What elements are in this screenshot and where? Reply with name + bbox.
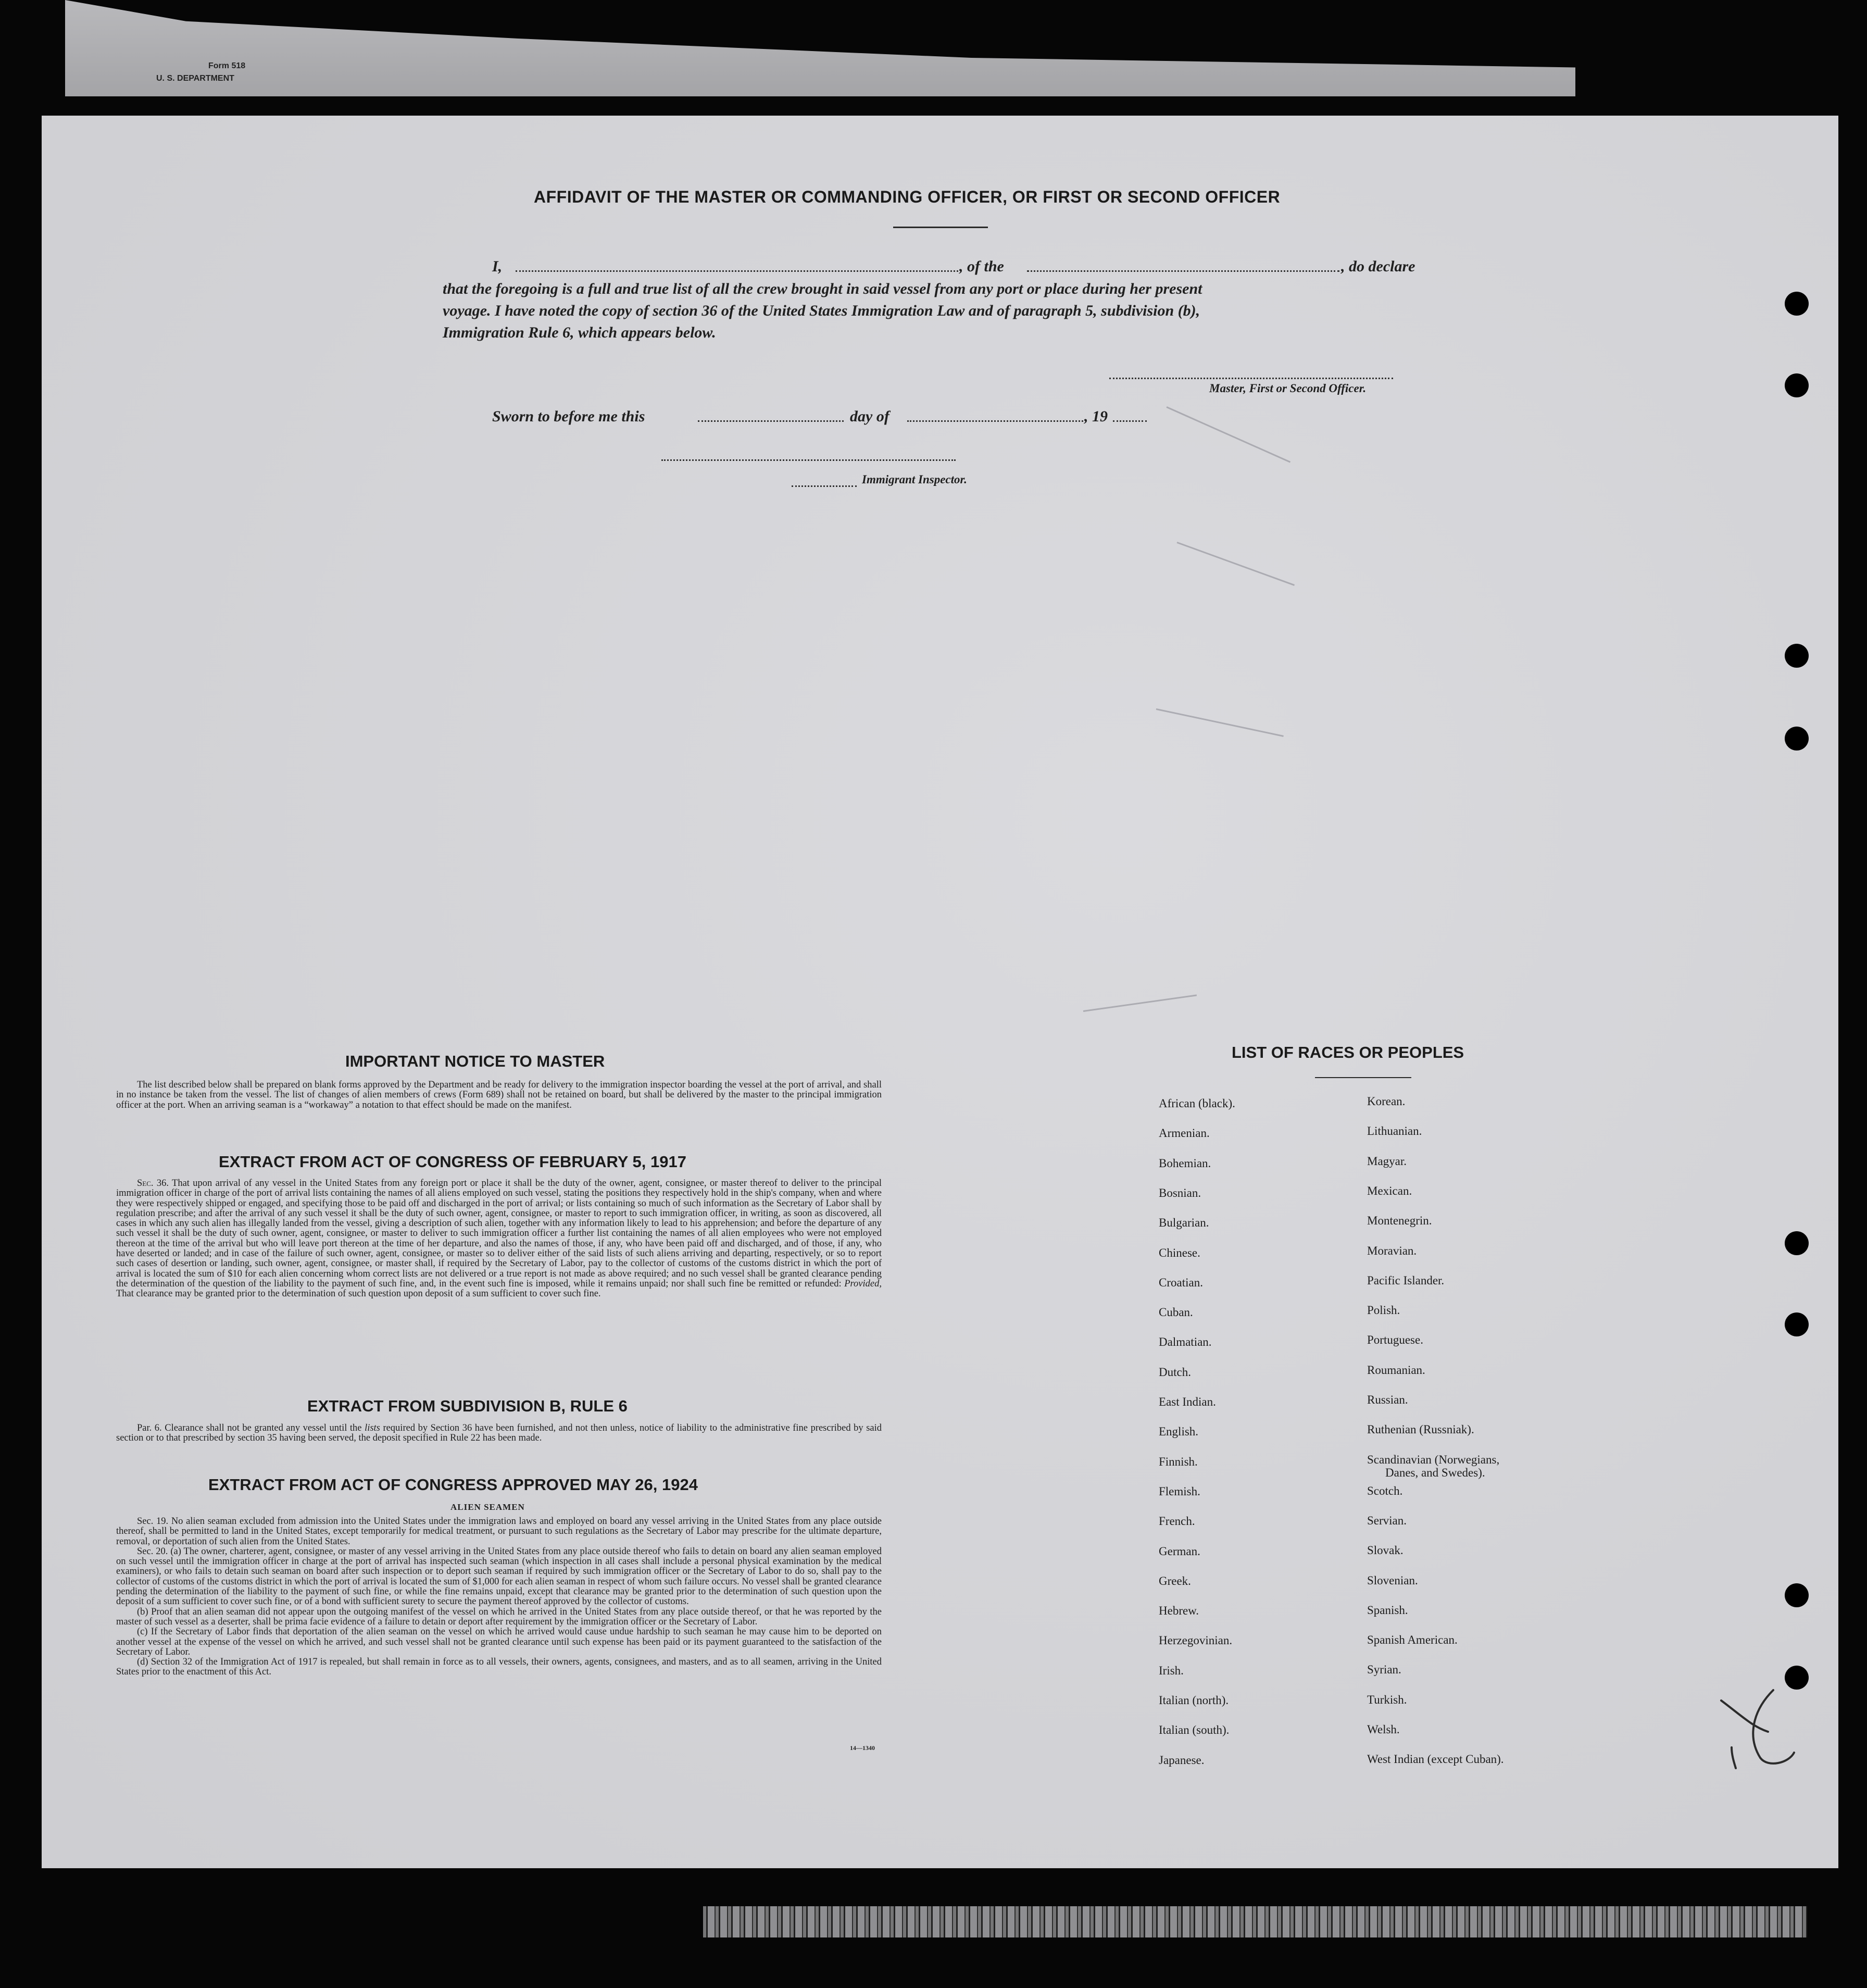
binder-hole: [1785, 727, 1809, 751]
print-code: 14—1340: [850, 1744, 875, 1752]
race-item: Lithuanian.: [1367, 1124, 1422, 1137]
lists-word: lists: [365, 1423, 380, 1433]
sworn-label: Sworn to before me this: [492, 408, 645, 425]
sec-20a-paragraph: Sec. 20. (a) The owner, charterer, agent, consignee, or master of any vessel arriving in the United States from any place outside thereof who fails to detain on board any alien seaman employed on such vessel until the immigration officer in charge at the port of arrival has inspected such seaman (which inspection in all cases shall include a personal physical examination by the medical examiners), or who fails to detain such seaman on board after such inspection or to deport such seaman if required by such immigration officer or the Secretary of Labor to do so, shall pay to the collector of customs of the customs district in which the port of arrival is located the sum of $1,000 for each alien seaman in respect of whom such failure occurs. No vessel shall be granted clearance pending the determination of the liability to the payment of such fine, or while the fine remains unpaid, except that clearance may be granted prior to the determination of such question upon the deposit of a sum sufficient to cover such fine, or of a bond with sufficient surety to secure the payment thereof approved by the collector of customs.: [116, 1546, 882, 1607]
torn-page-stub: [65, 0, 1575, 96]
race-item: Italian (north).: [1159, 1694, 1229, 1707]
race-item: Moravian.: [1367, 1244, 1417, 1257]
race-item: English.: [1159, 1425, 1199, 1438]
rule6-text-b: required by Section 36 have been furnished, and not then unless, notice of liability to the administrative fine prescribed by said section or to that prescribed by section 35 having been served, the deposit specified in Rule 22 has been made.: [116, 1423, 882, 1444]
master-signature-field[interactable]: [1109, 378, 1393, 379]
race-item: Portuguese.: [1367, 1333, 1423, 1346]
notice-paragraph: The list described below shall be prepared on blank forms approved by the Department and be ready for delivery to the immigration inspector boarding the vessel at the port of arrival, and shall in no instance be taken from the vessel. The list of changes of alien members of crews (Form 689) shall not be retained on board, but shall be delivered by the master to the principal immigration officer at the port. When an arriving seaman is a “workaway” a notation to that effect should be made on the manifest.: [116, 1080, 882, 1110]
extract-1917-text-block: [116, 1179, 882, 1299]
race-item: Hebrew.: [1159, 1604, 1199, 1617]
extract-rule6-text-block: [116, 1423, 882, 1444]
race-item: Korean.: [1367, 1095, 1406, 1108]
race-item: Japanese.: [1159, 1754, 1205, 1767]
title-rule: [893, 227, 988, 228]
department-label: U. S. DEPARTMENT: [156, 74, 234, 83]
race-item: Servian.: [1367, 1514, 1407, 1527]
extract-1924-text-block: [116, 1517, 882, 1678]
race-item: Spanish American.: [1367, 1633, 1458, 1646]
sec-20b-paragraph: (b) Proof that an alien seaman did not appear upon the outgoing manifest of the vessel on which he arrived in the United States from any place outside thereof, or that he was reported by the master of such vessel as a deserter, shall be prima facie evidence of a failure to detain or deport after requirement by the immigration officer or the Secretary of Labor.: [116, 1606, 882, 1627]
race-item: Welsh.: [1367, 1723, 1400, 1736]
day-field[interactable]: [698, 420, 844, 422]
race-item: Polish.: [1367, 1304, 1400, 1317]
extract-1924-title: EXTRACT FROM ACT OF CONGRESS APPROVED MAY 26, 1924: [208, 1476, 698, 1494]
master-signature-label: Master, First or Second Officer.: [1209, 382, 1367, 395]
races-title-rule: [1315, 1077, 1411, 1078]
binder-hole: [1785, 292, 1809, 316]
binder-hole: [1785, 1231, 1809, 1255]
race-item: Greek.: [1159, 1574, 1191, 1587]
binder-hole: [1785, 1583, 1809, 1607]
extract-1917-title: EXTRACT FROM ACT OF CONGRESS OF FEBRUARY 5, 1917: [219, 1153, 686, 1171]
notice-text-block: [116, 1080, 882, 1110]
affidavit-line-3: voyage. I have noted the copy of section 36 of the United States Immigration Law and of paragraph 5, subdivision (b),: [443, 302, 1200, 319]
race-item: Pacific Islander.: [1367, 1274, 1445, 1287]
race-item: Scandinavian (Norwegians,: [1367, 1453, 1500, 1466]
affidavit-title: AFFIDAVIT OF THE MASTER OR COMMANDING OFFICER, OR FIRST OR SECOND OFFICER: [534, 187, 1281, 206]
binder-hole: [1785, 373, 1809, 397]
bottom-edge-strip: [703, 1906, 1807, 1937]
race-item: Russian.: [1367, 1393, 1408, 1406]
race-item: Dalmatian.: [1159, 1335, 1212, 1348]
race-item: Bohemian.: [1159, 1157, 1211, 1170]
race-item: Herzegovinian.: [1159, 1634, 1233, 1647]
year-prefix: , 19: [1084, 408, 1108, 425]
binder-hole: [1785, 644, 1809, 668]
vessel-field[interactable]: [1027, 270, 1339, 272]
race-item: Turkish.: [1367, 1693, 1407, 1706]
race-item: Chinese.: [1159, 1246, 1200, 1259]
provided-label: Provided,: [844, 1278, 882, 1289]
rule6-text-a: Par. 6. Clearance shall not be granted any vessel until the: [137, 1423, 362, 1433]
race-item: Armenian.: [1159, 1127, 1210, 1140]
handwritten-mark: [1711, 1680, 1810, 1773]
inspector-dots: [792, 485, 857, 487]
sec-20d-paragraph: (d) Section 32 of the Immigration Act of 1917 is repealed, but shall remain in force as to all vessels, their owners, agents, consignees, and masters, and as to all seamen, arriving in the United States prior to the enactment of this Act.: [116, 1657, 882, 1678]
race-item: Spanish.: [1367, 1604, 1408, 1617]
race-item: Irish.: [1159, 1664, 1184, 1677]
affidavit-line-4: Immigration Rule 6, which appears below.: [443, 324, 716, 341]
race-item: German.: [1159, 1545, 1200, 1558]
race-item: Roumanian.: [1367, 1364, 1425, 1377]
alien-seamen-subtitle: ALIEN SEAMEN: [450, 1502, 525, 1512]
race-item: Scotch.: [1367, 1484, 1403, 1497]
sec-36-text: That upon arrival of any vessel in the United States from any foreign port or place it shall be the duty of the owner, agent, consignee, or master thereof to deliver to the principal immigration officer in charge of the port of arrival lists containing the names of all aliens employed on such vessel, stating the positions they respectively hold in the ship's company, when and where they were respectively shipped or engaged, and specifying those to be paid off and discharged in the port of arrival; or lists containing so much of such information as the Secretary of Labor shall by regulation prescribe; and after the arrival of any such vessel it shall be the duty of such owner, agent, consignee, or master to report to such immigration officer, in writing, as soon as discovered, all cases in which any such alien has illegally landed from the vessel, giving a description of such alien, together with any information likely to lead to his apprehension; and before the departure of any such vessel it shall be the duty of such owner, agent, consignee, or master to deliver to such immigration officer a further list containing the names of all alien employees who were not employed thereon at the time of the arrival but who will leave port thereon at the time of her departure, and also the names of those, if any, who have been paid off and discharged, and of those, if any, who have deserted or landed; and in case of the failure of such owner, agent, consignee, or master so to deliver either of the said lists of such aliens arriving and departing, respectively, or so to report such cases of desertion or landing, such owner, agent, consignee, or master shall, if required by the Secretary of Labor, pay to the collector of customs of the customs district in which the port of arrival is located the sum of $10 for each alien concerning whom correct lists are not delivered or a true report is not made as above required; and no such vessel shall be granted clearance pending the determination of the question of the liability to the payment of such fine, and, in the event such fine is imposed, while it remains unpaid; nor shall such fine be remitted or refunded:: [116, 1178, 882, 1289]
extract-rule6-title: EXTRACT FROM SUBDIVISION B, RULE 6: [307, 1397, 628, 1415]
race-item: Dutch.: [1159, 1366, 1191, 1379]
race-item: Croatian.: [1159, 1276, 1203, 1289]
race-item: Danes, and Swedes).: [1385, 1466, 1485, 1479]
notice-title: IMPORTANT NOTICE TO MASTER: [345, 1052, 605, 1070]
race-item: Slovak.: [1367, 1544, 1404, 1557]
race-item: Montenegrin.: [1367, 1214, 1432, 1227]
month-field[interactable]: [907, 420, 1083, 422]
inspector-signature-field[interactable]: [661, 459, 956, 461]
race-item: Magyar.: [1367, 1155, 1407, 1168]
affidavit-line-2: that the foregoing is a full and true list of all the crew brought in said vessel from any port or place during her present: [443, 280, 1202, 297]
of-the-label: , of the: [959, 258, 1004, 275]
form-number: Form 518: [208, 61, 246, 70]
sec-20c-paragraph: (c) If the Secretary of Labor finds that deportation of the alien seaman on the vessel on which he arrived would cause undue hardship to such seaman he may cause him to be deported on another vessel at the expense of the vessel on which he arrived, and such vessel shall not be granted clearance until such expense has been paid or its payment guaranteed to the satisfaction of the Secretary of Labor.: [116, 1627, 882, 1657]
day-of-label: day of: [850, 408, 889, 425]
race-item: Bosnian.: [1159, 1186, 1201, 1199]
binder-hole: [1785, 1312, 1809, 1336]
race-item: East Indian.: [1159, 1395, 1216, 1408]
declare-label: , do declare: [1341, 258, 1415, 275]
race-item: Flemish.: [1159, 1485, 1200, 1498]
inspector-label: Immigrant Inspector.: [862, 473, 967, 486]
race-item: Bulgarian.: [1159, 1216, 1209, 1229]
race-item: African (black).: [1159, 1097, 1235, 1110]
race-item: Syrian.: [1367, 1663, 1401, 1676]
race-item: Italian (south).: [1159, 1723, 1230, 1736]
sec-36-label: Sec. 36.: [137, 1178, 169, 1189]
affidavit-i-label: I,: [492, 258, 503, 275]
race-item: Finnish.: [1159, 1455, 1198, 1468]
sec-36-text-end: That clearance may be granted prior to the determination of such question upon deposit of a sum sufficient to cover such fine.: [116, 1289, 601, 1299]
race-item: Mexican.: [1367, 1184, 1412, 1197]
year-field[interactable]: [1113, 420, 1147, 422]
race-item: West Indian (except Cuban).: [1367, 1753, 1504, 1766]
races-title: LIST OF RACES OR PEOPLES: [1232, 1043, 1464, 1061]
sec-19-paragraph: Sec. 19. No alien seaman excluded from admission into the United States under the immigration laws and employed on board any vessel arriving in the United States from any place outside thereof, shall be permitted to land in the United States, except temporarily for medical treatment, or pursuant to such regulations as the Secretary of Labor may prescribe for the ultimate departure, removal, or deportation of such alien from the United States.: [116, 1516, 882, 1547]
race-item: Cuban.: [1159, 1306, 1193, 1319]
race-item: Slovenian.: [1367, 1574, 1418, 1587]
race-item: French.: [1159, 1515, 1195, 1528]
name-field[interactable]: [516, 270, 958, 272]
race-item: Ruthenian (Russniak).: [1367, 1423, 1474, 1436]
